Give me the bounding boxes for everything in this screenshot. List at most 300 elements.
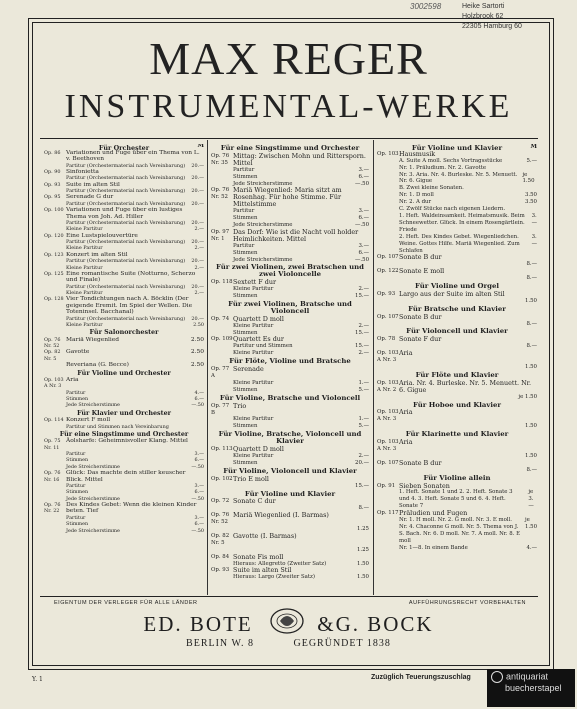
opus-number	[44, 362, 66, 368]
edition-line	[377, 213, 537, 234]
opus-number: Op. 91	[377, 482, 396, 489]
edition-price: 3.—	[531, 212, 537, 226]
edition-price: 1.50	[524, 364, 537, 370]
edition-price: 1.25	[356, 546, 369, 553]
opus-number: Op. 122	[377, 268, 399, 275]
opus-number: Op. 74	[211, 315, 230, 322]
edition-price: 6.—	[358, 249, 369, 256]
edition-line	[211, 483, 369, 490]
edition-price: 2.—	[358, 322, 369, 329]
work-title: Sextett F dur	[233, 278, 277, 287]
work-title: Äolsharfe: Geheimnisvoller Klang. Mittel	[66, 438, 188, 445]
edition-line	[377, 545, 537, 552]
edition-label: Stimmen	[66, 489, 89, 496]
opus-number: Op. 107	[377, 313, 399, 320]
edition-line	[377, 517, 537, 545]
opus-number: Op. 103 A Nr. 3	[377, 409, 399, 423]
section-heading: Für eine Singstimme und Orchester	[220, 144, 360, 152]
edition-price: —.50	[191, 463, 204, 470]
edition-label: Kleine Partitur	[66, 321, 103, 328]
work-title: Das Dorf: Wie ist die Nacht voll holder Heimlichkeiten. Mittel	[233, 227, 359, 243]
opus-number: Op. 103 A Nr. 3	[377, 439, 399, 452]
edition-label: Jede Streicherstimme	[66, 527, 120, 534]
catalog-entry	[44, 470, 204, 483]
edition-label: B. Zwei kleine Sonaten.	[399, 185, 464, 192]
edition-line	[211, 293, 369, 300]
edition-label: Kleine Partitur	[66, 290, 103, 296]
opus-number: Op. 90	[44, 168, 61, 175]
work-title: Glück: Das machte dein stiller keuscher Blick. Mittel	[66, 470, 186, 483]
section-heading: Für Violine und Orchester	[77, 368, 171, 377]
catalog-entry	[211, 403, 369, 417]
edition-price: 1.50	[524, 423, 537, 430]
edition-price: 20.—	[191, 219, 204, 226]
edition-price: 8.—	[358, 505, 369, 512]
edition-price: 1.25	[356, 526, 369, 533]
work-title: Trio E moll	[233, 474, 269, 483]
edition-label: Partitur (Orchestermaterial nach Vereinbarung)	[66, 239, 186, 245]
column-middle	[211, 144, 369, 596]
edition-label: Kleine Partitur	[233, 322, 274, 329]
edition-price: je 1.50	[525, 517, 537, 530]
edition-price: 2.50	[190, 349, 204, 356]
edition-price: 20.—	[191, 258, 204, 265]
catalog-entry	[44, 502, 204, 515]
section-heading: Für Klarinette und Klavier	[405, 430, 509, 439]
edition-price: 6.—	[358, 215, 369, 222]
edition-line	[377, 321, 537, 328]
edition-price: 8.—	[526, 275, 537, 282]
edition-line	[44, 528, 204, 534]
edition-label: Kleine Partitur	[233, 452, 274, 459]
edition-line	[377, 192, 537, 199]
edition-price: 20.—	[191, 315, 204, 322]
work-title: Mariä Wiegenlied	[66, 336, 120, 343]
edition-price: je 1.50	[518, 393, 537, 400]
edition-label: Nr. 2. A dur	[399, 199, 432, 206]
edition-label: Nr. 1. D moll	[399, 192, 434, 199]
bottom-rule	[40, 596, 538, 597]
edition-line	[211, 574, 369, 581]
catalog-entry	[44, 150, 204, 163]
edition-label: Jede Streicherstimme	[233, 256, 293, 263]
work-title: Aria	[399, 438, 413, 447]
edition-line	[377, 199, 537, 206]
edition-label: Kleine Partitur	[66, 264, 103, 271]
catalog-entry	[377, 151, 537, 158]
catalog-entry	[44, 438, 204, 451]
catalog-entry	[211, 446, 369, 453]
catalog-entry	[44, 377, 204, 390]
work-title: Hausmusik	[399, 149, 436, 158]
edition-price	[533, 206, 537, 213]
edition-price: 5.—	[526, 157, 537, 164]
opus-number: Op. 76 Nr. 52	[211, 512, 230, 526]
edition-label: Kleine Partitur	[233, 416, 274, 423]
work-title: Eine romantische Suite (Notturno, Scherzo und Finale)	[66, 270, 196, 284]
edition-label: Nr. 1. H moll. Nr. 2. G moll. Nr. 3. E moll. Nr. 4. Chaconne G moll. Nr. 5. Thema von J. S. Bach. Nr. 6. D moll. Nr. 7. A moll. Nr. 8. E moll	[399, 517, 521, 544]
edition-label: C. Zwölf Stücke nach eigenen Liedern.	[399, 206, 506, 213]
edition-label: 1. Heft. Sonate 1 und 2. 2. Heft. Sonate 3 und 4. 3. Heft. Sonate 5 und 6. 4. Heft. Sonate 7	[399, 489, 513, 510]
edition-price: 2.—	[194, 290, 204, 296]
opus-number: Op. 75 Nr. 11	[44, 438, 61, 451]
edition-line	[211, 174, 369, 181]
work-title: Mariä Wiegenlied: Maria sitzt am Rosenhag. Für hohe Stimme. Für Mittelstimme	[233, 186, 342, 209]
edition-label: Partitur (Orchestermaterial nach Vereinbarung)	[66, 188, 186, 194]
edition-price: —.50	[191, 495, 204, 502]
edition-line	[211, 343, 369, 350]
opus-number: Op. 93	[44, 181, 61, 188]
catalog-entry	[377, 350, 537, 364]
edition-label: Jede Streicherstimme	[233, 221, 293, 228]
edition-price: 20.—	[191, 239, 204, 245]
edition-label: Hieraus: Largo (Zweiter Satz)	[233, 574, 315, 581]
section-heading: Für Hoboe und Klavier	[412, 400, 502, 409]
edition-label: Stimmen	[233, 249, 258, 256]
opus-number: Op. 103 A Nr. 2	[377, 379, 399, 393]
edition-line	[211, 167, 369, 174]
section-heading: Für zwei Violinen, Bratsche und Violoncell	[228, 299, 352, 315]
edition-price: je 3.—	[528, 489, 534, 510]
column-left	[44, 144, 204, 596]
work-title: Sonate B dur	[399, 312, 442, 321]
opus-number: Op. 76 Nr. 52	[44, 336, 61, 349]
edition-price: 1.50	[356, 560, 369, 567]
edition-price: 3.—	[358, 208, 369, 215]
catalog-entry	[211, 316, 369, 323]
catalog-entry	[44, 271, 204, 284]
edition-price	[533, 185, 537, 192]
opus-number: Op. 76 Nr. 22	[44, 502, 61, 515]
edition-price: 6.—	[194, 396, 204, 402]
opus-number: Op. 103	[377, 150, 399, 157]
section-heading: Für Violine und Klavier	[244, 489, 336, 498]
opus-number: Op. 103 A Nr. 3	[377, 350, 399, 364]
opus-number: Op. 84	[211, 553, 230, 560]
watermark: antiquariat buecherstapel	[487, 669, 575, 707]
section-heading: Für Orchester	[98, 144, 150, 152]
section-heading: Für Salonorchester	[89, 328, 159, 337]
edition-price: —.50	[355, 256, 369, 263]
work-title: Suite im alten Stil	[233, 566, 292, 575]
edition-price: 1.50	[356, 574, 369, 581]
catalog-entry	[211, 512, 369, 526]
work-title: Sonate Fis moll	[233, 552, 284, 561]
edition-label: Partitur (Orchestermaterial nach Vereinbarung)	[66, 315, 186, 322]
catalog-entry	[377, 336, 537, 343]
edition-label: Stimmen	[66, 521, 89, 528]
edition-price: 1.50	[524, 297, 537, 304]
edition-line	[377, 423, 537, 430]
edition-price: 3.—	[194, 482, 204, 489]
work-title: Sonate F dur	[399, 335, 442, 344]
opus-number: Op. 95	[44, 194, 61, 201]
catalog-entry	[377, 409, 537, 423]
edition-line	[377, 467, 537, 474]
catalog-entry	[211, 533, 369, 547]
edition-line	[377, 489, 537, 510]
edition-price: 2.—	[358, 286, 369, 293]
edition-price: 20.—	[191, 283, 204, 290]
edition-line	[211, 257, 369, 264]
copyright-icon	[491, 671, 503, 683]
edition-line	[377, 298, 537, 305]
section-heading: Für Violine, Bratsche, Violoncell und Klavier	[218, 430, 362, 446]
section-heading: Für Violine, Bratsche und Violoncell	[219, 393, 361, 402]
edition-line	[377, 158, 537, 165]
edition-price: —.50	[355, 221, 369, 228]
edition-label: Partitur (Orchestermaterial nach Vereinbarung)	[66, 162, 186, 169]
work-title: Konzert F moll	[66, 417, 111, 424]
catalog-entry	[211, 279, 369, 286]
catalog-entry	[377, 483, 537, 490]
edition-label: Partitur	[66, 451, 86, 457]
catalog-entry	[377, 460, 537, 467]
opus-number: Op. 100	[44, 207, 64, 214]
currency-marker: M	[530, 144, 537, 150]
edition-price: 2.50	[190, 336, 204, 343]
work-title: Mariä Wiegenlied (I. Barmas)	[233, 511, 329, 520]
work-title: Gavotte (I. Barmas)	[233, 531, 297, 540]
edition-price: 2.—	[194, 264, 204, 271]
performance-rights-notice: AUFFÜHRUNGSRECHT VORBEHALTEN	[408, 600, 526, 606]
edition-line	[211, 215, 369, 222]
edition-price: 2.—	[358, 350, 369, 357]
opus-number: Op. 118	[211, 279, 233, 286]
edition-price: 6.—	[194, 521, 204, 528]
surcharge-note: Zuzüglich Teuerungszuschlag	[371, 674, 471, 681]
edition-label: Hieraus: Allegretto (Zweiter Satz)	[233, 560, 327, 567]
edition-line	[377, 172, 537, 186]
edition-price: 5.—	[358, 423, 369, 430]
edition-price: 3.50	[524, 199, 537, 206]
edition-price: —.50	[355, 180, 369, 187]
edition-line	[211, 416, 369, 423]
catalog-entry	[377, 291, 537, 298]
edition-label: 2. Heft. Des Kindes Gebet. Wiegenliedchen. Weine. Gottes Hilfe. Mariä Wiegenlied. Zum Schlafen	[399, 233, 520, 254]
work-title: Aria	[66, 376, 79, 383]
catalog-entry	[44, 296, 204, 315]
edition-price: 3.—	[194, 514, 204, 521]
edition-label: Jede Streicherstimme	[233, 180, 293, 187]
edition-line	[211, 208, 369, 215]
opus-number: Op. 97 Nr. 1	[211, 228, 230, 242]
edition-price: 4.—	[194, 389, 204, 396]
edition-price: 1.—	[358, 416, 369, 423]
work-title: Sonate B dur	[399, 458, 442, 467]
edition-price: je 1.50	[522, 171, 535, 185]
edition-label: Stimmen	[233, 293, 258, 300]
handwritten-number: 3002598	[410, 2, 442, 11]
edition-line	[211, 423, 369, 430]
opus-number: Op. 76 Nr. 52	[211, 187, 230, 201]
work-title: Quartett D moll	[233, 445, 284, 454]
opus-number: Op. 114	[44, 417, 64, 424]
edition-label: Stimmen	[233, 329, 258, 336]
edition-line	[211, 250, 369, 257]
edition-label: Partitur und Stimmen nach Vereinbarung	[66, 423, 169, 430]
edition-label: Nr. 1. Präludium. Nr. 2. Gavotte	[399, 164, 487, 171]
opus-number: Op. 72	[211, 498, 230, 505]
publisher-logo-icon	[268, 606, 306, 636]
catalog-entry	[44, 207, 204, 220]
edition-price: 8.—	[526, 261, 537, 268]
work-title: Suite im alten Stil	[66, 181, 120, 188]
edition-label: Kleine Partitur	[233, 350, 274, 357]
edition-label: Jede Streicherstimme	[66, 463, 120, 470]
edition-line	[211, 387, 369, 394]
edition-price: 20.—	[191, 175, 204, 182]
edition-price: 8.—	[526, 466, 537, 473]
edition-price: 15.—	[355, 329, 369, 336]
edition-price: 1.50	[524, 452, 537, 459]
section-heading: Für Bratsche und Klavier	[408, 304, 506, 313]
work-title: Sinfonietta	[66, 168, 99, 175]
edition-line	[377, 206, 537, 213]
catalog-entry	[211, 476, 369, 483]
catalog-entry	[211, 187, 369, 208]
work-title: Trio	[233, 401, 247, 410]
edition-price: 15.—	[355, 293, 369, 300]
edition-price	[533, 165, 537, 172]
work-title: Aria. Nr. 4. Burleske. Nr. 5. Menuett. Nr. 6. Gigue	[399, 378, 532, 394]
catalog-entry	[211, 229, 369, 243]
opus-number: Op. 109	[211, 336, 233, 343]
edition-price: 3.—	[194, 451, 204, 457]
work-title: Vier Tondichtungen nach A. Böcklin (Der geigende Eremit. Im Spiel der Wellen. Die Toteninsel. Bacchanal)	[66, 296, 193, 316]
column-divider	[207, 140, 208, 595]
edition-line	[211, 243, 369, 250]
work-title: Mittag: Zwischen Mohn und Rittersporn. Mittel	[233, 151, 366, 167]
catalog-entry	[211, 153, 369, 167]
edition-price: 1.—	[358, 379, 369, 386]
edition-price: 2.50	[190, 362, 204, 369]
edition-label: Partitur (Orchestermaterial nach Vereinbarung)	[66, 175, 186, 182]
edition-label: Stimmen	[233, 215, 258, 222]
work-title: Des Kindes Gebet: Wenn die kleinen Kinder beten. Tief	[66, 502, 197, 515]
edition-label: Stimmen	[233, 173, 258, 180]
edition-price: 15.—	[355, 482, 369, 489]
catalog-code: Y. 1	[32, 676, 43, 683]
work-title: Sonate E moll	[399, 267, 445, 276]
edition-line	[211, 323, 369, 330]
edition-label: Partitur	[66, 514, 86, 521]
edition-price: 20.—	[191, 162, 204, 169]
page-subtitle: INSTRUMENTAL-WERKE	[64, 88, 513, 125]
edition-price: 3.—	[358, 166, 369, 173]
stamp-line-1: Heike Sartorti	[462, 3, 505, 10]
section-heading: Für zwei Violinen, zwei Bratschen und zwei Violoncelle	[216, 263, 364, 279]
edition-price	[200, 424, 204, 430]
section-heading: Für Violine, Violoncell und Klavier	[223, 466, 357, 475]
section-heading: Für eine Singstimme und Orchester	[59, 429, 189, 438]
edition-label: Jede Streicherstimme	[66, 402, 120, 409]
edition-label: Partitur	[66, 482, 86, 489]
section-heading: Für Klavier und Orchester	[76, 408, 172, 417]
opus-number: Op. 77 A	[211, 366, 230, 379]
catalog-entry	[377, 510, 537, 517]
catalog-entry	[44, 362, 204, 368]
edition-price: 6.—	[194, 457, 204, 464]
work-title: Quartett D moll	[233, 314, 284, 323]
section-heading: Für Violine allein	[423, 473, 491, 482]
opus-number: Op. 125	[44, 270, 64, 277]
edition-price: 2.—	[194, 245, 204, 252]
opus-number: Op. 123	[44, 251, 64, 258]
edition-line	[44, 402, 204, 408]
opus-number: Op. 93	[211, 567, 230, 574]
edition-price: —.50	[191, 527, 204, 534]
opus-number: Op. 76 Nr. 35	[211, 152, 230, 166]
work-title: Konzert im alten Stil	[66, 251, 128, 258]
stamp-line-2: Holzbrook 62	[462, 13, 504, 20]
catalog-entry	[211, 336, 369, 343]
edition-label: 1. Heft. Waldeinsamkeit. Heimatsmusik. Beim Schneewetter. Glück. In einem Rosengärtlein. Friede	[399, 212, 525, 233]
edition-label: Nr. 3. Aria. Nr. 4. Burleske. Nr. 5. Menuett. Nr. 6. Gigue	[399, 171, 518, 185]
catalog-entry	[377, 254, 537, 261]
work-title: Serenade G dur	[66, 194, 114, 201]
edition-price: 20.—	[355, 459, 369, 466]
work-title: Eine Lustspielouvertüre	[66, 232, 138, 239]
ownership-notice: EIGENTUM DER VERLEGER FÜR ALLE LÄNDER	[54, 600, 198, 606]
edition-line	[211, 286, 369, 293]
edition-price: 8.—	[526, 343, 537, 350]
edition-line	[211, 350, 369, 357]
work-title: Sieben Sonaten	[399, 481, 450, 490]
edition-label: Kleine Partitur	[66, 226, 103, 233]
edition-label: Partitur	[233, 208, 255, 215]
edition-label: Kleine Partitur	[66, 245, 103, 252]
edition-line	[211, 453, 369, 460]
edition-price: 8.—	[526, 320, 537, 327]
edition-label: Stimmen	[233, 386, 258, 393]
publisher-name: ED. BOTE &G. BOCK	[143, 612, 434, 636]
work-title: Variationen und Fuge über ein lustiges Thema von Joh. Ad. Hiller	[66, 207, 183, 220]
opus-number: Op. 117	[377, 510, 399, 517]
edition-line	[377, 364, 537, 371]
edition-label: Partitur (Orchestermaterial nach Vereinbarung)	[66, 200, 186, 207]
catalog-entry	[44, 337, 204, 350]
edition-price: 6.—	[194, 489, 204, 496]
catalog-entry	[377, 439, 537, 453]
opus-number: Op. 86	[44, 149, 61, 156]
opus-number: Op. 82 Nr. 5	[211, 532, 230, 546]
edition-price: 5.—	[358, 386, 369, 393]
section-heading: Für Violine und Orgel	[415, 282, 499, 291]
work-title: Sonate C dur	[233, 497, 276, 506]
work-title: Largo aus der Suite im alten Stil	[399, 289, 505, 298]
edition-label: Partitur und Stimmen	[233, 343, 293, 350]
opus-number: Op. 107	[377, 254, 399, 261]
edition-price: 3.50	[524, 192, 537, 199]
opus-number: Op. 107	[377, 459, 399, 466]
edition-price: 3.—	[358, 242, 369, 249]
catalog-entry	[211, 498, 369, 505]
edition-price: 20.—	[191, 200, 204, 207]
edition-label: Partitur	[233, 166, 255, 173]
edition-label: Nr. 1—8. In einem Bande	[399, 544, 468, 551]
work-title: Präludien und Fugen	[399, 509, 468, 518]
edition-line	[377, 275, 537, 282]
opus-number: Op. 93	[377, 290, 396, 297]
edition-label: Stimmen	[233, 459, 258, 466]
catalog-entry	[211, 366, 369, 380]
catalog-entry	[44, 349, 204, 362]
edition-label: Jede Streicherstimme	[66, 495, 120, 502]
stamp-line-3: 22305 Hamburg 60	[462, 23, 522, 30]
section-heading: Für Violine und Klavier	[411, 144, 503, 152]
work-title: Serenade	[233, 365, 264, 374]
